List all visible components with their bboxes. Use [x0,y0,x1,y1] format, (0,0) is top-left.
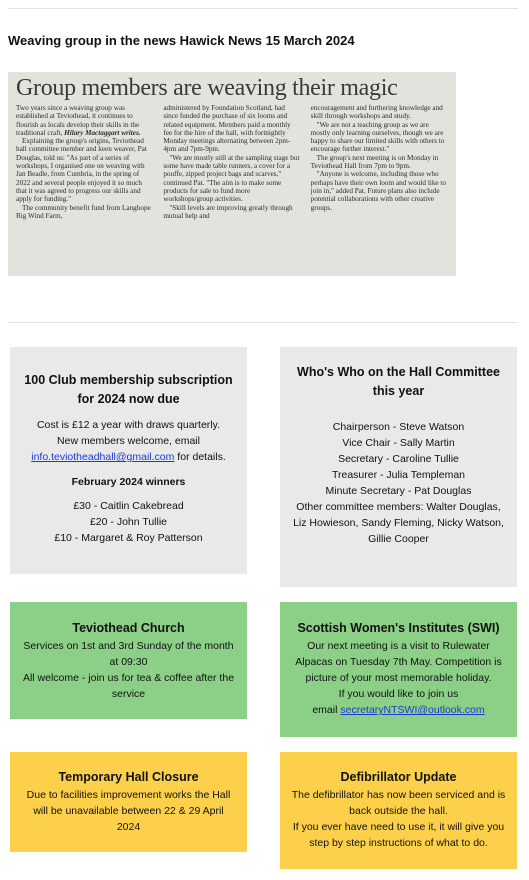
middle-divider [8,322,518,323]
committee-member: Vice Chair - Sally Martin [342,437,455,449]
winners-title: February 2024 winners [71,476,186,488]
defibrillator-heading: Defibrillator Update [340,770,457,784]
clipping-columns [8,102,456,220]
clipping-text: Explaining the group's origins, Teviothead hall committee member and keen weaver, Pat Douglas, told us: "As part of a series of workshops, I organised one on weaving with Jan Beadle, from Cumbria, in the spring of 2022 and several people enjoyed it so much that it was agreed to progress our skills and apply for funding." [16,137,147,204]
hundred-club-panel [10,347,247,574]
winner-item: £20 - John Tullie [89,516,168,528]
committee-member: Secretary - Caroline Tullie [338,453,459,465]
clipping-column-3 [311,104,448,220]
clipping-text: The community benefit fund from Langhope Rig Wind Farm, [16,203,151,220]
church-welcome: All welcome - join us for tea & coffee after the service [22,672,235,700]
hundred-club-details: for details. [174,451,226,463]
swi-email-link[interactable]: secretaryNTSWI@outlook.com [340,704,485,716]
clipping-text: "Skill levels are improving greatly through mutual help and [163,203,293,220]
hundred-club-email-link[interactable]: info.teviotheadhall@gmail.com [31,451,175,463]
clipping-byline: Hilary Mactaggart writes. [64,128,141,137]
clipping-headline: Group members are weaving their magic [16,75,398,101]
closure-text: Due to facilities improvement works the Hall will be unavailable between 22 & 29 April 2024 [26,789,231,833]
swi-meeting: Our next meeting is a visit to Rulewater Alpacas on Tuesday 7th May. Competition is picture of your most memorable holiday. [295,640,502,684]
clipping-text: "We are not a teaching group as we are mostly only learning ourselves, though we are happy to share our limited skills with others to encourage further interest." [310,120,445,154]
clipping-text: The group's next meeting is on Monday in Teviothead Hall from 7pm to 9pm. [310,153,439,171]
swi-join: If you would like to join us [338,688,459,700]
committee-heading: Who's Who on the Hall Committee this year [297,365,500,398]
swi-panel [280,602,517,737]
hundred-club-welcome: New members welcome, email [57,435,200,447]
committee-member: Minute Secretary - Pat Douglas [325,485,472,497]
winner-item: £10 - Margaret & Roy Patterson [54,532,203,544]
hundred-club-cost: Cost is £12 a year with draws quarterly. [36,419,221,431]
defibrillator-panel [280,752,517,869]
clipping-column-1 [16,104,153,220]
clipping-column-2 [163,104,300,220]
clipping-text: encouragement and furthering knowledge and skill through workshops and study. [310,104,443,121]
hall-closure-panel [10,752,247,852]
news-title: Weaving group in the news Hawick News 15 March 2024 [8,33,355,48]
closure-heading: Temporary Hall Closure [58,770,199,784]
committee-member: Chairperson - Steve Watson [332,421,465,433]
church-panel [10,602,247,719]
swi-email-prefix: email [312,704,341,716]
committee-other-members: Other committee members: Walter Douglas, Liz Howieson, Sandy Fleming, Nicky Watson, Gillie Cooper [293,501,504,545]
defibrillator-instructions: If you ever have need to use it, it will give you step by step instructions of what to do. [292,821,505,849]
defibrillator-status: The defibrillator has now been serviced and is back outside the hall. [291,789,506,817]
clipping-text: Two years since a weaving group was established at Teviothead, it continues to flourish as locals develop their skills in the traditional craft, [16,104,140,137]
committee-member: Treasurer - Julia Templeman [331,469,466,481]
winner-item: £30 - Caitlin Cakebread [73,500,184,512]
clipping-text: "Anyone is welcome, including those who perhaps have their own loom and would like to join in," added Pat. Future plans also include potential collaborations with other creative groups. [310,170,446,212]
swi-heading: Scottish Women's Institutes (SWI) [297,621,500,635]
church-services: Services on 1st and 3rd Sunday of the month at 09:30 [23,640,234,668]
church-heading: Teviothead Church [72,621,185,635]
newspaper-clipping-image [8,72,456,276]
clipping-text: administered by Foundation Scotland, had since funded the purchase of six looms and related equipment. Members paid a monthly fee for the hire of the hall, with fortnightly Monday meetings alternating between 2pm-4pm and 7pm-9pm. [163,104,291,154]
clipping-text: "We are mostly still at the sampling stage but some have made table runners, a cover for a pouffe, zipped project bags and scarves," continued Pat. "The aim is to make some products for sale to fund more workshops/group activities. [163,153,300,204]
hundred-club-heading: 100 Club membership subscription for 2024 now due [24,373,233,406]
top-divider [8,8,518,9]
committee-panel [280,347,517,587]
